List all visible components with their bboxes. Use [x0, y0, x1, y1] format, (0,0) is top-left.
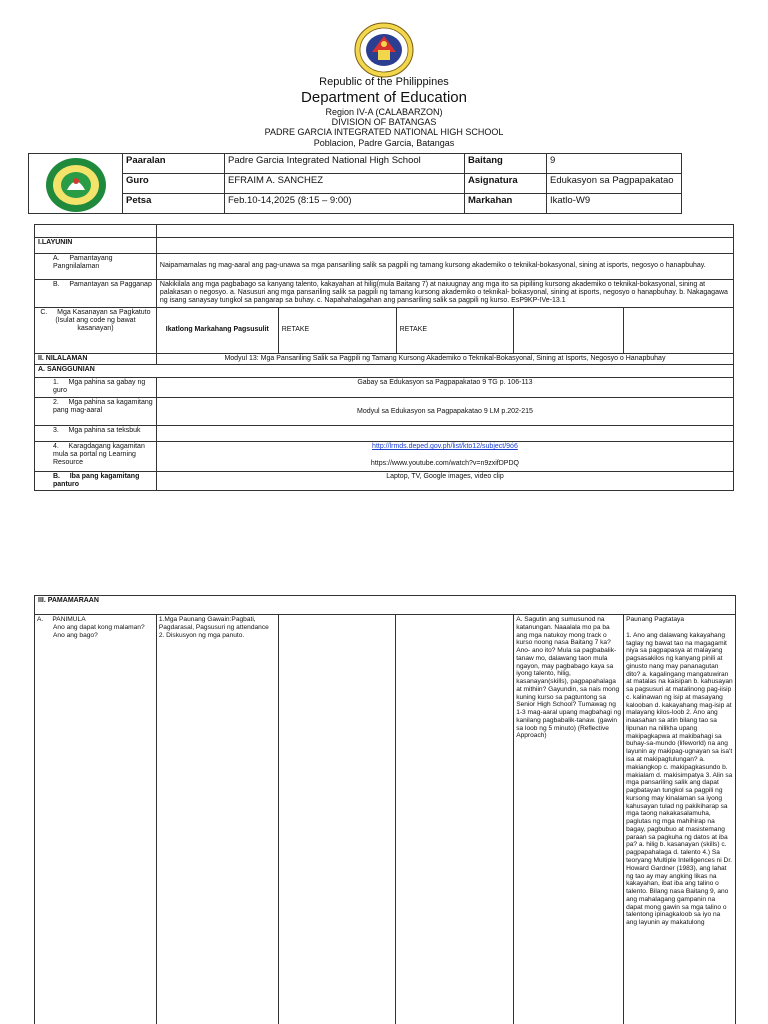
guro-label: Guro — [123, 174, 225, 194]
paunang-pagtataya-cell — [624, 615, 736, 1024]
learning-resource-label: 4. Karagdagang kagamitan mula sa portal ng Learning Resource — [35, 442, 157, 472]
baitang-value: 9 — [547, 154, 682, 174]
pamamaraan-table — [34, 614, 736, 1024]
teksbuk-label: 3. Mga pahina sa teksbuk — [35, 426, 157, 442]
panimula-cell — [35, 615, 157, 1024]
ikatlong-markahan-cell: Ikatlong Markahang Pagsusulit — [156, 308, 278, 354]
asignatura-value: Edukasyon sa Pagpapakatao — [547, 174, 682, 194]
iba-pang-kagamitan-value: Laptop, TV, Google images, video clip — [156, 472, 733, 491]
deped-seal-icon — [352, 22, 416, 78]
kagamitang-mag-aaral-label: 2. Mga pahina sa kagamitang pang mag-aaral — [35, 398, 157, 426]
pamantayan-pagganap-text: Nakikilala ang mga pagbabago sa kanyang talento, kakayahan at hilig(mula Baitang 7) at naiuugnay ang mga ito sa pipiliing kursong akademiko o teknikal-bokasyonal, sining at palakasan o negosyo. a. Nasusuri ang mga pansariling salik sa pagpili ng tamang kursong akademiko o teknikal- bokasyonal, sining at isports, negosyo o hanapbuhay. b. Nakagagawa ng isang sanaysay tungkol sa pangarap sa buhay. c. Napahahalagahan ang pansariling salik sa pagpili ng kurso. EsP9KP-IVe-13.1 — [156, 280, 733, 308]
paaralan-label: Paaralan — [123, 154, 225, 174]
pamantayan-pagganap-label: B. Pamantayan sa Pagganap — [35, 280, 157, 308]
retake-cell-2: RETAKE — [396, 308, 514, 354]
kagamitang-mag-aaral-value: Modyul sa Edukasyon sa Pagpapakatao 9 LM p.202-215 — [156, 398, 733, 426]
baitang-label: Baitang — [465, 154, 547, 174]
iba-pang-kagamitan-label: B. Iba pang kagamitang panturo — [35, 472, 157, 491]
lesson-info-table — [28, 153, 682, 214]
paaralan-value: Padre Garcia Integrated National High School — [225, 154, 465, 174]
gabay-guro-label: 1. Mga pahina sa gabay ng guro — [35, 378, 157, 398]
paunang-gawain-cell: 1.Mga Paunang Gawain:Pagbati, Pagdarasal, Pagsusuri ng attendance 2. Diskusyon ng mga panuto. — [156, 615, 278, 1024]
department-title: Department of Education — [301, 89, 467, 106]
youtube-link[interactable]: https://www.youtube.com/watch?v=n9zxifDPDQ — [370, 460, 519, 468]
kasanayan-sub: (Isulat ang code ng bawat kasanayan) — [55, 317, 136, 333]
pamantayang-pangnilalaman-text: Naipamamalas ng mag-aaral ang pag-unawa sa mga pansariling salik sa pagpili ng tamang kursong akademiko o teknikal-bokasyonal, sining at isports, negosyo o hanapbuhay. — [156, 254, 733, 280]
markahan-value: Ikatlo-W9 — [547, 194, 682, 214]
petsa-label: Petsa — [123, 194, 225, 214]
school-logo-icon — [45, 157, 107, 213]
learning-resource-cell — [156, 442, 733, 472]
nilalaman-heading: II. NILALAMAN — [35, 354, 157, 365]
pamamaraan-heading: III. PAMAMARAAN — [34, 595, 736, 615]
gabay-guro-value: Gabay sa Edukasyon sa Pagpapakatao 9 TG p. 106-113 — [156, 378, 733, 398]
sanggunian-heading: A. SANGGUNIAN — [35, 365, 734, 378]
pamantayang-pangnilalaman-label: A. Pamantayang Pangnilalaman — [35, 254, 157, 280]
region-line: Region IV-A (CALABARZON) — [325, 107, 443, 117]
nilalaman-text: Modyul 13: Mga Pansariling Salik sa Pagpili ng Tamang Kursong Akademiko o Teknikal-Bokasyonal, Sining at Isports, Negosyo o Hanapbuhay — [156, 354, 733, 365]
petsa-value: Feb.10-14,2025 (8:15 – 9:00) — [225, 194, 465, 214]
kasanayan-label: C. Mga Kasanayan sa Pagkatuto — [40, 309, 151, 316]
address-line: Poblacion, Padre Garcia, Batangas — [313, 138, 455, 148]
kasanayan-cell — [35, 308, 157, 354]
panimula-sub: Ano ang dapat kong malaman? Ano ang bago? — [53, 623, 145, 639]
school-line: PADRE GARCIA INTEGRATED NATIONAL HIGH SCHOOL — [264, 127, 504, 137]
republic-line: Republic of the Philippines — [319, 76, 449, 88]
markahan-label: Markahan — [465, 194, 547, 214]
paunang-pagtataya-title: Paunang Pagtataya — [626, 616, 684, 623]
retake-cell-1: RETAKE — [278, 308, 396, 354]
panimula-label: A. PANIMULA — [37, 616, 86, 623]
lesson-plan-table — [34, 224, 734, 491]
division-line: DIVISION OF BATANGAS — [331, 117, 437, 127]
gawain-a-cell: A. Sagutin ang sumusunod na katanungan. Naaalala mo pa ba ang mga natukoy mong track o kurso noong nasa Baitang 7 ka? Ano- ano ito? Mula sa pagbabalik-tanaw mo, dalawang taon mula ngayon, may pagbabago kaya sa iyong talento, hilig, kasanayan(skills), pagpapahalaga at mithiin? Gayundin, sa nais mong kuning kurso sa pagtuntong sa Senior High School? Tumawag ng 1-3 mag-aaral upang magbahagi ng kanilang pagbabalik-tanaw. (gawin sa loob ng 5 minuto) (Reflective Approach) — [514, 615, 624, 1024]
guro-value: EFRAIM A. SANCHEZ — [225, 174, 465, 194]
school-logo-cell — [29, 154, 123, 214]
layunin-heading: I.LAYUNIN — [35, 238, 157, 254]
lrmds-link[interactable]: http://lrmds.deped.gov.ph/list/kto12/subject/9ó6 — [372, 443, 518, 451]
paunang-pagtataya-text: 1. Ano ang dalawang kakayahang taglay ng bawat tao na magagamit niya sa pagpapasya at malayang pagsasakilos ng kanyang pinili at ginusto nang may pananagutan dito? a. kagalingang mangatuwiran at matalas na kaisipan b. kahusayan sa pagsusuri at matalinong pag-iisip c. kalinawan ng isip at masayang kalooban d. kakayahang mag-isip at malayang kilos-loob 2. Ano ang inaasahan sa atin bilang tao sa lipunan na nilikha upang makipagkapwa at makibahagi sa buhay-sa-mundo (lifeworld) na ang layunin ay makipag-ugnayan sa isa't isa at makipagtulungan? a. makiangkop c. makipagkasundo b. makialam d. makisimpatya 3. Alin sa mga pansariling salik ang dapat pagbatayan tungkol sa pagpili ng kursong may kinalaman sa iyong kahusayan tulad ng pakikiharap sa mga taong nakakasalamuha, paglutas ng mga mahihirap na bagay, pagbubuo at masistemang paraan sa pagkuha ng datos at iba pa? a. hilig b. kasanayan (skills) c. pagpapahalaga d. talento 4.) Sa teoryang Multiple Intelligences ni Dr. Howard Gardner (1983), ang lahat ng tao ay may angking likas na kakayahan, ibat iba ang talino o talento. Bilang nasa Baitang 9, ano ang mahalagang gampanin na dapat mong gawin sa mga talino o talentong ipinagkaloob sa iyo na ang layunin ay makatulong — [626, 631, 733, 927]
asignatura-label: Asignatura — [465, 174, 547, 194]
